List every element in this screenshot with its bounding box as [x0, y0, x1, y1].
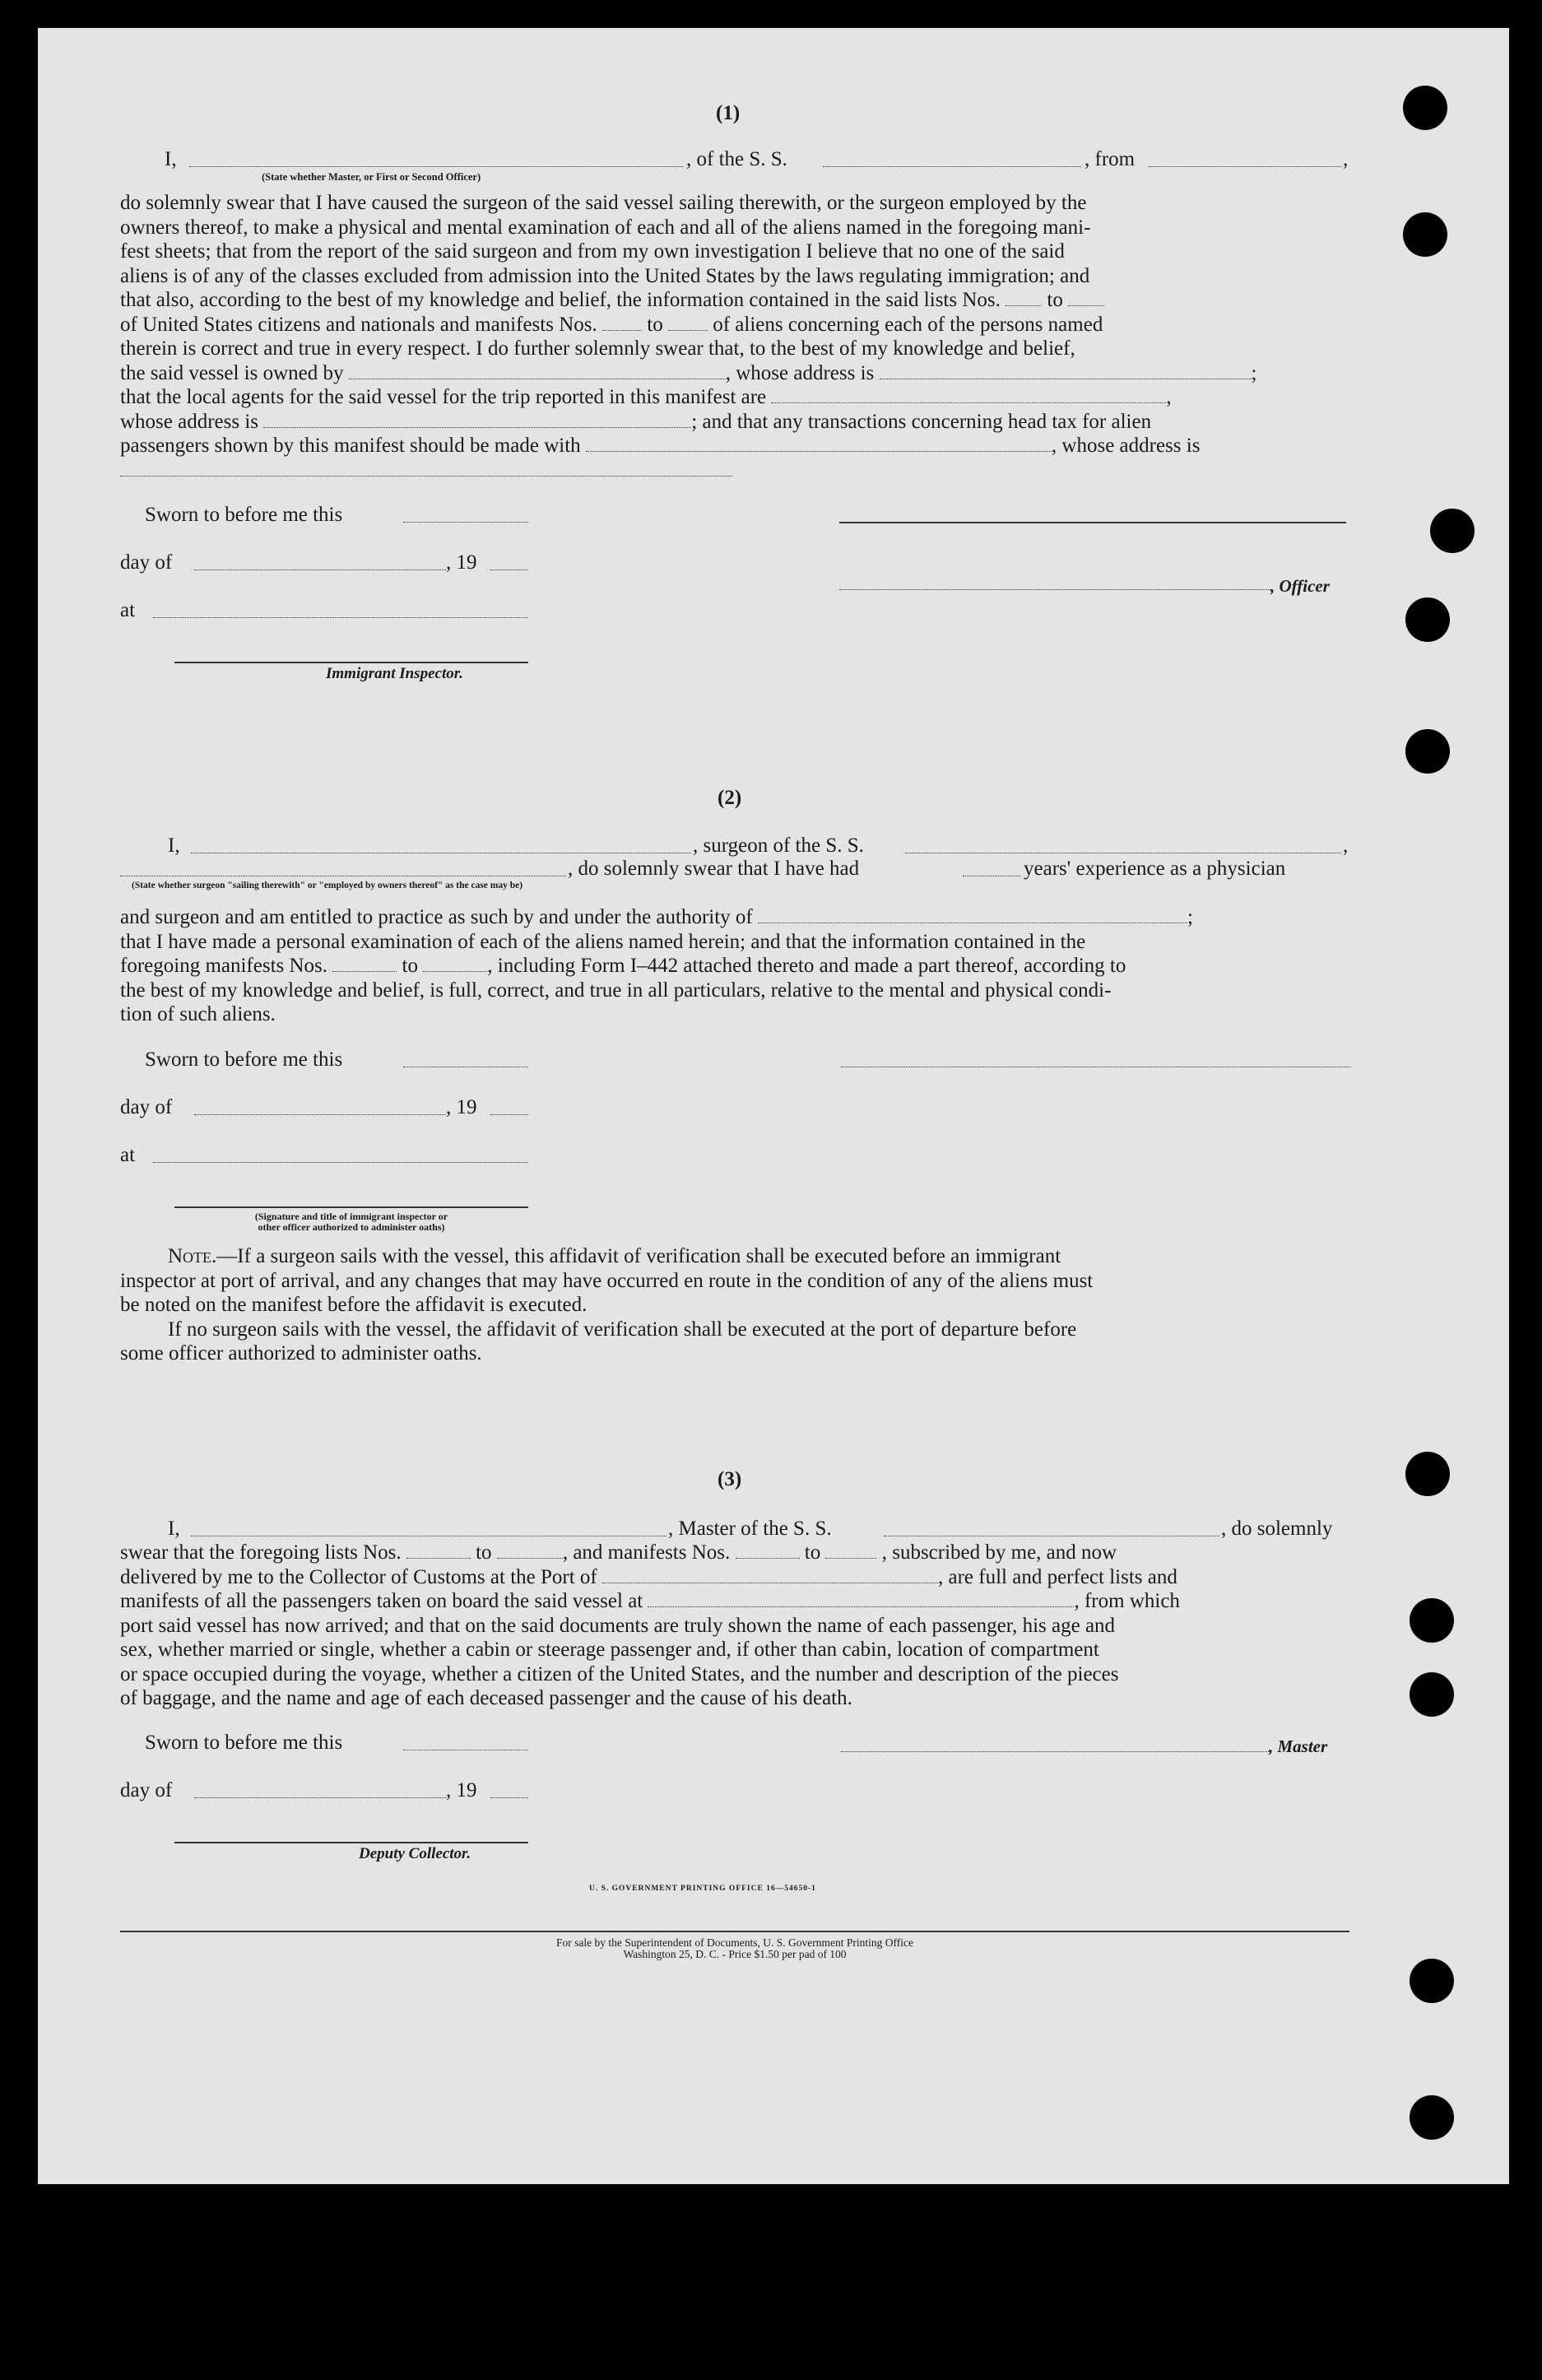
s2-manifest-to-blank[interactable] — [423, 956, 487, 972]
s1-line: fest sheets; that from the report of the said surgeon and from my own investigation I believe that no one of the said — [120, 240, 1065, 263]
s1-day-of-blank[interactable] — [194, 569, 446, 570]
s2-surgeon-of-ss-label: , surgeon of the S. S. — [693, 834, 864, 857]
punch-hole — [1403, 212, 1447, 257]
sale-notice — [120, 1937, 1349, 1960]
s1-to: to — [647, 313, 663, 336]
s1-officer-label: , Officer — [1270, 576, 1330, 596]
s3-day-of-blank[interactable] — [194, 1797, 446, 1798]
s3-departure-blank[interactable] — [648, 1592, 1074, 1607]
s1-line-lists — [120, 288, 1351, 313]
s3-to: to — [804, 1541, 821, 1564]
s1-line: that the local agents for the said vessel for the trip reported in this manifest are — [120, 386, 767, 408]
punch-hole — [1410, 1959, 1454, 2003]
s2-line: the best of my knowledge and belief, is full, correct, and true in all particulars, relative to the mental and physical condi- — [120, 978, 1112, 1002]
s2-sig-note-2: other officer authorized to administer oaths) — [258, 1221, 445, 1233]
s2-19-label: , 19 — [446, 1096, 477, 1118]
s1-to: to — [1047, 289, 1063, 311]
s3-do-solemnly-label: , do solemnly — [1221, 1518, 1333, 1540]
punch-hole — [1405, 729, 1450, 774]
note-text: be noted on the manifest before the affidavit is executed. — [120, 1294, 588, 1316]
punch-hole — [1405, 597, 1450, 642]
s1-lists-to-blank[interactable] — [1068, 291, 1104, 306]
s2-authority-blank[interactable] — [758, 908, 1187, 923]
s3-paragraph — [120, 1541, 1351, 1711]
s1-line-manifests — [120, 313, 1351, 337]
s3-day-of-label: day of — [120, 1779, 173, 1801]
s3-master-label: , Master — [1269, 1736, 1328, 1756]
s2-comma: , — [1343, 834, 1349, 857]
s3-line: , and manifests Nos. — [562, 1541, 731, 1564]
s1-line-address — [120, 410, 1351, 435]
s1-of-ss-label: , of the S. S. — [686, 148, 787, 170]
s1-19-label: , 19 — [446, 551, 477, 574]
s3-master-blank[interactable] — [841, 1751, 1269, 1752]
sale-line-1: For sale by the Superintendent of Documents, U. S. Government Printing Office — [556, 1936, 913, 1949]
punch-hole — [1410, 1598, 1454, 1643]
s1-i-label: I, — [165, 148, 177, 170]
s1-line-agents: that the local agents for the said vessel for the trip reported in this manifest are , — [120, 386, 1172, 408]
s1-owner-address-blank[interactable] — [880, 364, 1252, 379]
s1-line: owners thereof, to make a physical and mental examination of each and all of the aliens named in the foregoing mani- — [120, 216, 1091, 239]
s1-whose-address-2: , whose address is — [1051, 435, 1201, 457]
footer-rule — [120, 1931, 1349, 1932]
gpo-imprint: U. S. GOVERNMENT PRINTING OFFICE 16—54650-1 — [589, 1885, 816, 1893]
s3-lists-to-blank[interactable] — [497, 1543, 563, 1559]
s3-year-blank[interactable] — [490, 1797, 528, 1798]
s2-paragraph: and surgeon and am entitled to practice as such by and under the authority of ; that I have made a personal examination of each of the aliens named herein; and that the information contained in the foregoing manifests Nos. to , including Form I–442 attached thereto and made a part thereof, according to the best of my knowledge and belief, is full, correct, and true in all particulars, relative to the mental and physical condi- tion of such aliens. — [120, 905, 1351, 1027]
s2-line: that I have made a personal examination of each of the aliens named herein; and that the information contained in the — [120, 930, 1086, 953]
s2-sworn-label: Sworn to before me this — [145, 1048, 343, 1071]
s3-line: , from which — [1074, 1590, 1180, 1612]
punch-hole — [1405, 1452, 1450, 1496]
s1-manifest-from-blank[interactable] — [602, 315, 642, 331]
s3-deputy-line[interactable] — [174, 1842, 528, 1843]
s3-line: manifests of all the passengers taken on board the said vessel at — [120, 1590, 643, 1612]
section-1-number: (1) — [716, 102, 741, 124]
note-label: Note. — [168, 1245, 217, 1267]
s2-to: to — [402, 955, 418, 977]
s1-whose-address: , whose address is — [725, 361, 875, 384]
s1-vessel-blank[interactable] — [823, 166, 1081, 167]
s1-line: that also, according to the best of my knowledge and belief, the information contained in the said lists Nos. — [120, 289, 1001, 311]
s2-surgeon-note: (State whether surgeon "sailing therewith" or "employed by owners thereof" as the case may be) — [132, 881, 523, 890]
s1-line: do solemnly swear that I have caused the surgeon of the said vessel sailing therewith, or the surgeon employed by the — [120, 192, 1087, 214]
punch-hole — [1410, 2095, 1454, 2140]
s1-master-note: (State whether Master, or First or Second Officer) — [262, 171, 481, 183]
s1-year-blank[interactable] — [490, 569, 528, 570]
s2-year-blank[interactable] — [490, 1114, 528, 1115]
s1-inspector-label: Immigrant Inspector. — [326, 665, 463, 682]
s3-line: , subscribed by me, and now — [881, 1541, 1117, 1564]
s3-line: , are full and perfect lists and — [938, 1565, 1177, 1588]
note-text: If no surgeon sails with the vessel, the affidavit of verification shall be executed at the port of departure before — [168, 1318, 1077, 1341]
s2-sig-note — [183, 1211, 520, 1233]
s1-line-owned: the said vessel is owned by , whose address is ; — [120, 361, 1257, 384]
s1-agents-blank[interactable] — [771, 388, 1166, 403]
s2-line: and surgeon and am entitled to practice as such by and under the authority of — [120, 906, 753, 928]
s1-head-tax: ; and that any transactions concerning head tax for alien — [691, 410, 1152, 433]
s3-line: of baggage, and the name and age of each deceased passenger and the cause of his death. — [120, 1687, 852, 1709]
s3-master-of-ss-label: , Master of the S. S. — [668, 1518, 832, 1540]
note-text: inspector at port of arrival, and any changes that may have occurred en route in the condition of any of the aliens must — [120, 1269, 1094, 1292]
s1-name-blank[interactable] — [189, 166, 683, 167]
s3-19-label: , 19 — [446, 1779, 477, 1801]
s1-day-of-label: day of — [120, 551, 173, 574]
s1-at-label: at — [120, 599, 136, 621]
s3-line: delivered by me to the Collector of Customs at the Port of — [120, 1565, 597, 1588]
punch-hole — [1410, 1672, 1454, 1717]
s1-from-label: , from — [1085, 148, 1136, 170]
s1-line: whose address is — [120, 410, 259, 433]
s2-do-swear-label: , do solemnly swear that I have had — [568, 858, 860, 880]
s1-manifest-to-blank[interactable] — [668, 315, 708, 331]
s2-day-of-label: day of — [120, 1096, 173, 1118]
s2-line: , including Form I–442 attached thereto and made a part thereof, according to — [487, 955, 1126, 977]
punch-hole — [1430, 509, 1475, 553]
note-text: some officer authorized to administer oaths. — [120, 1342, 482, 1364]
s3-line: or space occupied during the voyage, whether a citizen of the United States, and the number and description of the pieces — [120, 1662, 1119, 1685]
s1-of-aliens: of aliens concerning each of the persons named — [713, 313, 1103, 336]
s1-owner-blank[interactable] — [349, 364, 726, 379]
s3-line: port said vessel has now arrived; and that on the said documents are truly shown the name of each passenger, his age and — [120, 1614, 1116, 1637]
s2-note — [120, 1244, 1351, 1366]
s3-line: swear that the foregoing lists Nos. — [120, 1541, 402, 1564]
s1-officer-blank[interactable] — [839, 589, 1270, 590]
s1-agents-address-blank[interactable] — [263, 412, 691, 428]
s2-signature-line[interactable] — [174, 1206, 528, 1208]
section-3-number: (3) — [718, 1468, 742, 1490]
s3-manifests-to-blank[interactable] — [825, 1543, 876, 1559]
s3-lists-from-blank[interactable] — [406, 1543, 471, 1559]
s1-line: passengers shown by this manifest should be made with — [120, 435, 581, 457]
s1-sworn-blank[interactable] — [403, 522, 528, 523]
s2-sig-note-1: (Signature and title of immigrant inspector or — [254, 1211, 448, 1222]
s1-at-blank[interactable] — [153, 617, 528, 618]
s3-sworn-label: Sworn to before me this — [145, 1732, 343, 1754]
s1-line: therein is correct and true in every respect. I do further solemnly swear that, to the best of my knowledge and belief, — [120, 337, 1075, 360]
s1-lists-from-blank[interactable] — [1006, 291, 1042, 306]
punch-hole — [1403, 86, 1447, 130]
s3-manifests-from-blank[interactable] — [736, 1543, 800, 1559]
s1-comma: , — [1343, 148, 1349, 170]
s1-signature-line[interactable] — [839, 522, 1346, 523]
s2-line: foregoing manifests Nos. — [120, 955, 328, 977]
s3-i-label: I, — [168, 1518, 180, 1540]
note-text: —If a surgeon sails with the vessel, this affidavit of verification shall be executed before an immigrant — [216, 1245, 1061, 1267]
s1-sworn-label: Sworn to before me this — [145, 504, 343, 526]
section-2-number: (2) — [718, 787, 742, 809]
s3-port-blank[interactable] — [602, 1568, 938, 1583]
s2-years-label: years' experience as a physician — [1024, 858, 1286, 880]
s3-line: sex, whether married or single, whether a cabin or steerage passenger and, if other than cabin, location of compartment — [120, 1639, 1099, 1661]
sale-line-2: Washington 25, D. C. - Price $1.50 per pad of 100 — [623, 1948, 847, 1960]
s1-line-passengers — [120, 434, 1351, 458]
s1-paragraph — [120, 191, 1351, 458]
s1-from-blank[interactable] — [1149, 166, 1341, 167]
s1-line: the said vessel is owned by — [120, 361, 344, 384]
s2-at-blank[interactable] — [153, 1162, 528, 1163]
s2-at-label: at — [120, 1144, 136, 1166]
s2-line: tion of such aliens. — [120, 1003, 276, 1025]
s1-tax-contact-blank[interactable] — [586, 436, 1052, 452]
s2-manifest-from-blank[interactable] — [332, 956, 397, 972]
s3-to: to — [476, 1541, 492, 1564]
s1-line: aliens is of any of the classes excluded from admission into the United States by the laws regulating immigration; and — [120, 264, 1090, 287]
s3-deputy-label: Deputy Collector. — [359, 1845, 471, 1862]
s2-day-of-blank[interactable] — [194, 1114, 446, 1115]
s2-i-label: I, — [168, 834, 180, 857]
s1-inspector-line[interactable] — [174, 662, 528, 663]
s1-line: of United States citizens and nationals and manifests Nos. — [120, 313, 597, 336]
